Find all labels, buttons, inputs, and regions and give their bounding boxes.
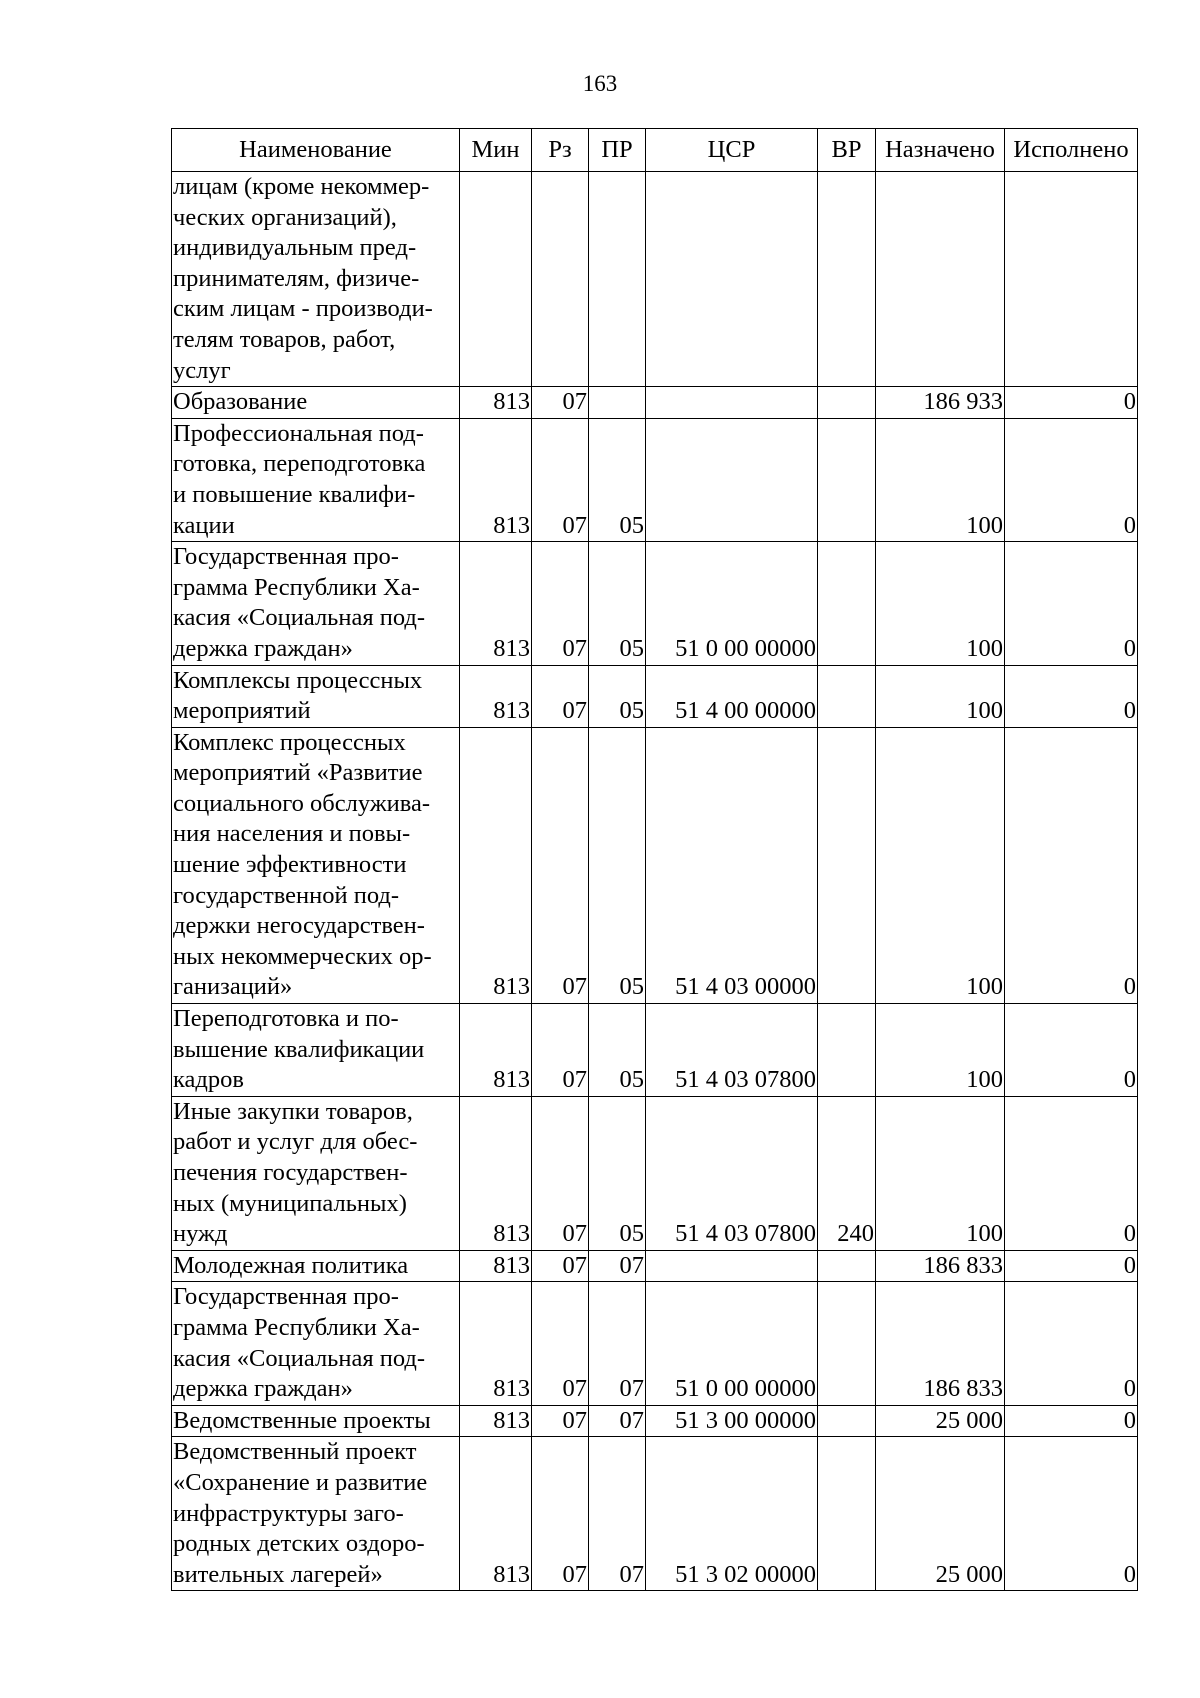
header-rz: Рз	[532, 129, 589, 172]
cell-csr: 51 3 02 00000	[646, 1437, 818, 1591]
cell-rz	[532, 172, 589, 387]
cell-name: Ведомственный проект «Сохранение и развитие инфраструктуры заго- родных детских оздоро- вительных лагерей»	[172, 1437, 460, 1591]
table-row	[172, 1004, 1138, 1097]
cell-min: 813	[460, 542, 532, 665]
cell-min: 813	[460, 1437, 532, 1591]
cell-pr: 05	[589, 665, 646, 727]
cell-name: Молодежная политика	[172, 1250, 460, 1282]
table-body	[172, 172, 1138, 1591]
cell-executed: 0	[1005, 1437, 1138, 1591]
cell-min: 813	[460, 418, 532, 541]
cell-assigned: 100	[876, 727, 1005, 1003]
header-name: Наименование	[172, 129, 460, 172]
cell-min: 813	[460, 1405, 532, 1437]
cell-rz: 07	[532, 542, 589, 665]
cell-min: 813	[460, 665, 532, 727]
cell-rz: 07	[532, 1437, 589, 1591]
cell-vr	[818, 665, 876, 727]
table-row	[172, 542, 1138, 665]
table-row	[172, 418, 1138, 541]
cell-executed: 0	[1005, 1250, 1138, 1282]
cell-rz: 07	[532, 418, 589, 541]
cell-assigned: 25 000	[876, 1405, 1005, 1437]
table-row	[172, 665, 1138, 727]
cell-name: Переподготовка и по- вышение квалификации кадров	[172, 1004, 460, 1097]
cell-assigned: 100	[876, 418, 1005, 541]
budget-table	[171, 128, 1138, 1591]
cell-rz: 07	[532, 1250, 589, 1282]
cell-csr: 51 3 00 00000	[646, 1405, 818, 1437]
cell-vr	[818, 1405, 876, 1437]
cell-pr: 05	[589, 727, 646, 1003]
cell-executed: 0	[1005, 1096, 1138, 1250]
cell-vr	[818, 1004, 876, 1097]
cell-pr: 05	[589, 542, 646, 665]
cell-vr: 240	[818, 1096, 876, 1250]
cell-executed	[1005, 172, 1138, 387]
cell-executed: 0	[1005, 1405, 1138, 1437]
cell-rz: 07	[532, 1096, 589, 1250]
cell-assigned: 100	[876, 542, 1005, 665]
cell-executed: 0	[1005, 387, 1138, 419]
cell-min: 813	[460, 387, 532, 419]
cell-assigned	[876, 172, 1005, 387]
cell-name: Комплекс процессных мероприятий «Развитие социального обслужива- ния населения и повы- шение эффективности государственной под- держки негосударствен- ных некоммерческих ор- ганизаций»	[172, 727, 460, 1003]
cell-name: Комплексы процессных мероприятий	[172, 665, 460, 727]
cell-assigned: 186 933	[876, 387, 1005, 419]
cell-rz: 07	[532, 387, 589, 419]
cell-min: 813	[460, 1096, 532, 1250]
cell-csr	[646, 172, 818, 387]
cell-pr: 05	[589, 418, 646, 541]
cell-executed: 0	[1005, 1004, 1138, 1097]
cell-rz: 07	[532, 727, 589, 1003]
cell-pr: 07	[589, 1437, 646, 1591]
cell-min: 813	[460, 1282, 532, 1405]
table-row	[172, 387, 1138, 419]
cell-vr	[818, 387, 876, 419]
table-row	[172, 1437, 1138, 1591]
cell-executed: 0	[1005, 665, 1138, 727]
cell-csr: 51 4 03 00000	[646, 727, 818, 1003]
cell-csr: 51 4 00 00000	[646, 665, 818, 727]
cell-executed: 0	[1005, 542, 1138, 665]
cell-pr: 07	[589, 1405, 646, 1437]
table-row	[172, 727, 1138, 1003]
cell-min: 813	[460, 727, 532, 1003]
cell-rz: 07	[532, 1405, 589, 1437]
cell-pr: 07	[589, 1282, 646, 1405]
cell-name: Профессиональная под- готовка, переподготовка и повышение квалифи- кации	[172, 418, 460, 541]
table-row	[172, 1405, 1138, 1437]
header-pr: ПР	[589, 129, 646, 172]
cell-rz: 07	[532, 1282, 589, 1405]
header-assigned: Назначено	[876, 129, 1005, 172]
cell-vr	[818, 1437, 876, 1591]
cell-pr: 05	[589, 1004, 646, 1097]
cell-assigned: 25 000	[876, 1437, 1005, 1591]
table-row	[172, 1096, 1138, 1250]
cell-min	[460, 172, 532, 387]
cell-min: 813	[460, 1004, 532, 1097]
cell-name: Государственная про- грамма Республики Ха- касия «Социальная под- держка граждан»	[172, 1282, 460, 1405]
cell-vr	[818, 418, 876, 541]
cell-csr: 51 4 03 07800	[646, 1004, 818, 1097]
cell-executed: 0	[1005, 418, 1138, 541]
cell-min: 813	[460, 1250, 532, 1282]
cell-vr	[818, 1282, 876, 1405]
header-min: Мин	[460, 129, 532, 172]
header-csr: ЦСР	[646, 129, 818, 172]
cell-pr: 05	[589, 1096, 646, 1250]
table-row	[172, 1250, 1138, 1282]
cell-csr: 51 0 00 00000	[646, 542, 818, 665]
cell-name: Ведомственные проекты	[172, 1405, 460, 1437]
cell-csr: 51 4 03 07800	[646, 1096, 818, 1250]
cell-pr	[589, 387, 646, 419]
header-executed: Исполнено	[1005, 129, 1138, 172]
cell-executed: 0	[1005, 1282, 1138, 1405]
table-row	[172, 1282, 1138, 1405]
cell-name: лицам (кроме некоммер- ческих организаций), индивидуальным пред- принимателям, физиче- ским лицам - производи- телям товаров, работ, услуг	[172, 172, 460, 387]
cell-rz: 07	[532, 1004, 589, 1097]
cell-assigned: 186 833	[876, 1250, 1005, 1282]
cell-pr: 07	[589, 1250, 646, 1282]
cell-name: Государственная про- грамма Республики Ха- касия «Социальная под- держка граждан»	[172, 542, 460, 665]
cell-assigned: 186 833	[876, 1282, 1005, 1405]
header-vr: ВР	[818, 129, 876, 172]
cell-executed: 0	[1005, 727, 1138, 1003]
table-header-row	[172, 129, 1138, 172]
page-number: 163	[582, 71, 618, 96]
cell-vr	[818, 727, 876, 1003]
cell-assigned: 100	[876, 665, 1005, 727]
cell-name: Иные закупки товаров, работ и услуг для обес- печения государствен- ных (муниципальных) нужд	[172, 1096, 460, 1250]
cell-csr	[646, 387, 818, 419]
cell-csr	[646, 1250, 818, 1282]
cell-csr	[646, 418, 818, 541]
cell-pr	[589, 172, 646, 387]
table-row	[172, 172, 1138, 387]
cell-assigned: 100	[876, 1096, 1005, 1250]
cell-vr	[818, 542, 876, 665]
cell-name: Образование	[172, 387, 460, 419]
cell-assigned: 100	[876, 1004, 1005, 1097]
cell-vr	[818, 1250, 876, 1282]
cell-rz: 07	[532, 665, 589, 727]
cell-csr: 51 0 00 00000	[646, 1282, 818, 1405]
cell-vr	[818, 172, 876, 387]
